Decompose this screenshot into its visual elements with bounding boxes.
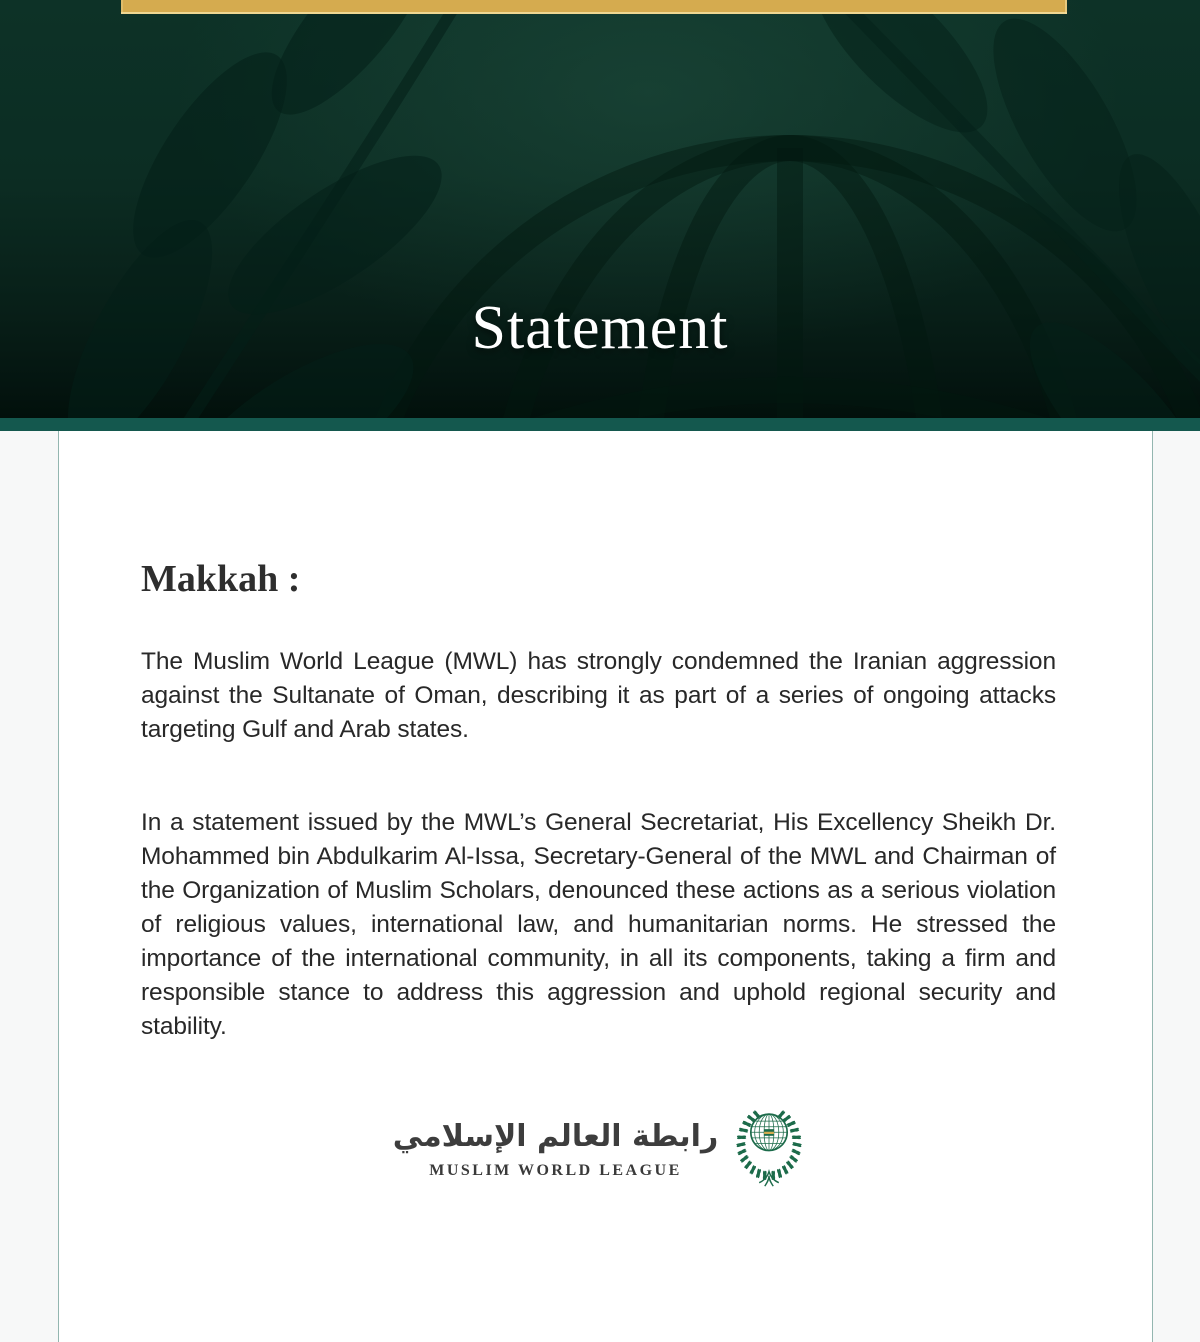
statement-card: [58, 431, 1153, 1342]
mwl-english-name: MUSLIM WORLD LEAGUE: [429, 1162, 682, 1179]
mwl-arabic-name: رابطة العالم الإسلامي: [392, 1119, 719, 1154]
page-title: Statement: [471, 294, 729, 362]
teal-divider-strip: [0, 418, 1200, 431]
statement-content: [59, 431, 1152, 1190]
emblem-stems-icon: [759, 1172, 779, 1187]
mwl-logo-text: [393, 1114, 719, 1180]
statement-paragraph-1: The Muslim World League (MWL) has strongly condemned the Iranian aggression against the Sultanate of Oman, describing it as part of a series of ongoing attacks targeting Gulf and Arab states.: [141, 648, 1056, 743]
laurel-wreath-globe-emblem-icon: [734, 1104, 804, 1190]
mwl-logo: [141, 1104, 1056, 1190]
gold-accent-bar: [121, 0, 1067, 14]
statement-header-banner: [0, 0, 1200, 418]
page-background: [0, 431, 1200, 1342]
location-heading: Makkah :: [141, 558, 301, 600]
statement-paragraph-2: In a statement issued by the MWL’s General Secretariat, His Excellency Sheikh Dr. Mohammed bin Abdulkarim Al-Issa, Secretary-General of the MWL and Chairman of the Organization of Muslim Scholars, denounced these actions as a serious violation of religious values, international law, and humanitarian norms. He stressed the importance of the international community, in all its components, taking a firm and responsible stance to address this aggression and uphold regional security and stability.: [141, 809, 1056, 1040]
emblem-kaaba-icon: [764, 1129, 774, 1136]
